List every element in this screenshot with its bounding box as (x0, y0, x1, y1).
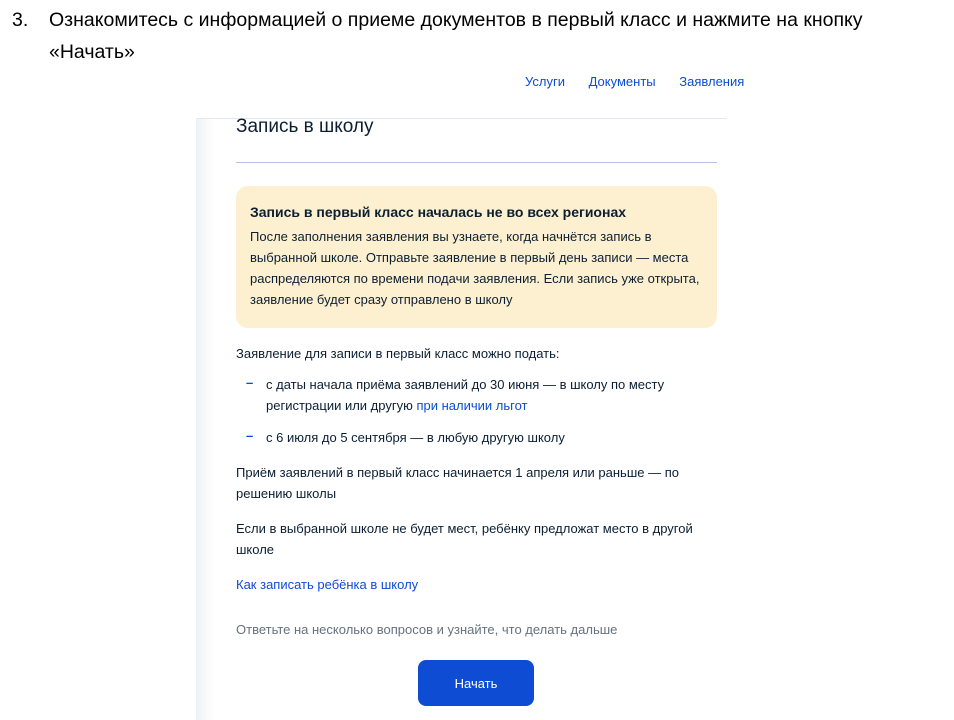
panel-edge-shadow (196, 118, 214, 720)
start-button[interactable]: Начать (418, 660, 534, 706)
top-nav (525, 74, 745, 98)
title-divider (236, 162, 717, 163)
notice-text: После заполнения заявления вы узнаете, когда начнётся запись в выбранной школе. Отправьте заявление в первый день записи — места распределяются по времени подачи заявления. Если запись уже открыта, заявление будет сразу отправлено в школу (250, 229, 700, 307)
instruction-line-2: «Начать» (49, 41, 135, 63)
instruction-number: 3. (12, 9, 29, 31)
questions-hint: Ответьте на несколько вопросов и узнайте, что делать дальше (236, 622, 618, 637)
notice-banner (236, 186, 717, 328)
page-title: Запись в школу (236, 116, 374, 137)
intro-text: Заявление для записи в первый класс можно подать: (236, 346, 560, 361)
list-item-text: с даты начала приёма заявлений до 30 июня — в школу по месту регистрации или другую (266, 377, 665, 413)
list-item (266, 427, 716, 448)
no-places-text: Если в выбранной школе не будет мест, ребёнку предложат место в другой школе (236, 521, 693, 557)
list-item (266, 374, 716, 416)
bullet-marker: – (246, 375, 254, 390)
nav-item-applications[interactable]: Заявления (679, 74, 745, 89)
nav-item-documents[interactable]: Документы (588, 74, 656, 89)
how-to-enroll-link[interactable]: Как записать ребёнка в школу (236, 577, 419, 592)
nav-item-services[interactable]: Услуги (525, 74, 565, 89)
instruction-line-1: Ознакомитесь с информацией о приеме документов в первый класс и нажмите на кнопку (49, 9, 863, 31)
list-item-text: с 6 июля до 5 сентября — в любую другую школу (266, 430, 565, 445)
notice-title: Запись в первый класс началась не во всех регионах (250, 204, 627, 220)
bullet-marker: – (246, 428, 254, 443)
application-start-text: Приём заявлений в первый класс начинается 1 апреля или раньше — по решению школы (236, 465, 679, 501)
benefits-link[interactable]: при наличии льгот (416, 398, 528, 413)
